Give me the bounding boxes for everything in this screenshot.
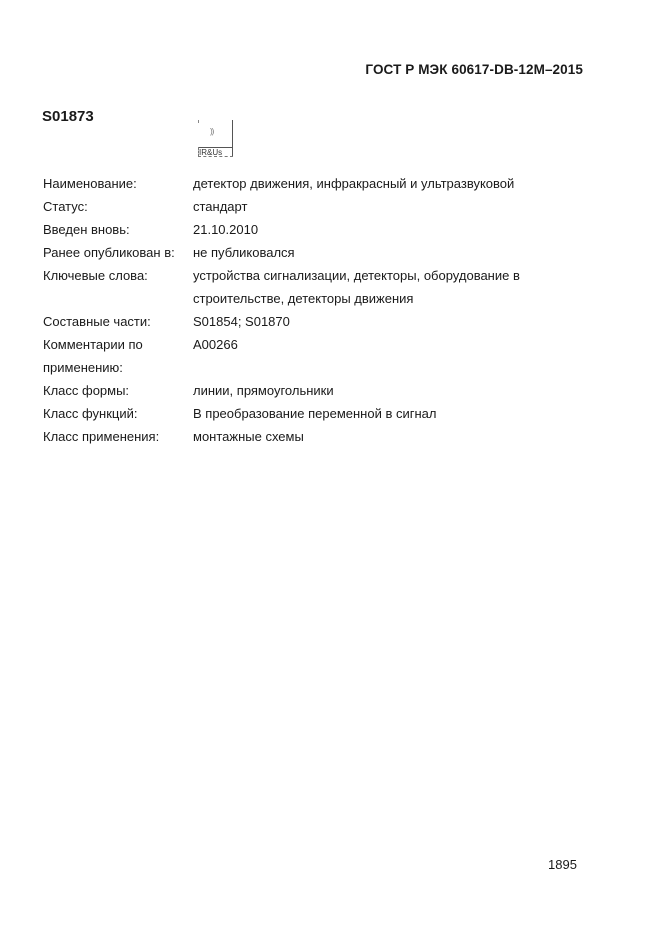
property-row-function-class bbox=[43, 402, 553, 425]
property-key: Класс применения: bbox=[43, 429, 160, 444]
property-row-name bbox=[43, 172, 553, 195]
property-key: Комментарии по bbox=[43, 337, 143, 352]
property-value: устройства сигнализации, детекторы, оборудование в bbox=[193, 268, 520, 283]
property-value: S01854; S01870 bbox=[193, 314, 290, 329]
document-header-title: ГОСТ Р МЭК 60617-DB-12М–2015 bbox=[365, 62, 583, 77]
property-row-application-class bbox=[43, 425, 553, 448]
property-value: монтажные схемы bbox=[193, 429, 304, 444]
property-value: строительстве, детекторы движения bbox=[193, 291, 414, 306]
property-key: Наименование: bbox=[43, 176, 137, 191]
property-row-comments-cont bbox=[43, 356, 553, 379]
property-row-shape-class bbox=[43, 379, 553, 402]
property-key: Класс формы: bbox=[43, 383, 130, 398]
property-key: Статус: bbox=[43, 199, 88, 214]
property-key: Введен вновь: bbox=[43, 222, 130, 237]
property-value-empty bbox=[193, 356, 553, 379]
frame-right-edge bbox=[232, 120, 233, 157]
property-row-components bbox=[43, 310, 553, 333]
property-value: детектор движения, инфракрасный и ультразвуковой bbox=[193, 176, 515, 191]
property-key: Ранее опубликован в: bbox=[43, 245, 175, 260]
property-row-status bbox=[43, 195, 553, 218]
property-row-published bbox=[43, 241, 553, 264]
property-row-comments bbox=[43, 333, 553, 356]
property-key: Ключевые слова: bbox=[43, 268, 148, 283]
symbol-graphic bbox=[198, 120, 233, 157]
property-value: не публиковался bbox=[193, 245, 295, 260]
property-value: линии, прямоугольники bbox=[193, 383, 334, 398]
page-number: 1895 bbox=[548, 857, 577, 872]
property-row-keywords-cont bbox=[43, 287, 553, 310]
properties-table bbox=[43, 172, 553, 448]
symbol-graphic-label: IR&Us bbox=[199, 148, 223, 157]
symbol-code: S01873 bbox=[42, 108, 94, 125]
property-row-keywords bbox=[43, 264, 553, 287]
property-key: Класс функций: bbox=[43, 406, 138, 421]
property-key: применению: bbox=[43, 360, 123, 375]
property-row-introduced bbox=[43, 218, 553, 241]
property-value: 21.10.2010 bbox=[193, 222, 259, 237]
frame-corner-tick bbox=[198, 120, 199, 123]
property-value: стандарт bbox=[193, 199, 248, 214]
property-value: A00266 bbox=[193, 337, 238, 352]
property-key: Составные части: bbox=[43, 314, 151, 329]
property-value: B преобразование переменной в сигнал bbox=[193, 406, 437, 421]
property-key-empty bbox=[43, 287, 193, 310]
ultrasonic-wave-icon: )) bbox=[210, 127, 214, 136]
